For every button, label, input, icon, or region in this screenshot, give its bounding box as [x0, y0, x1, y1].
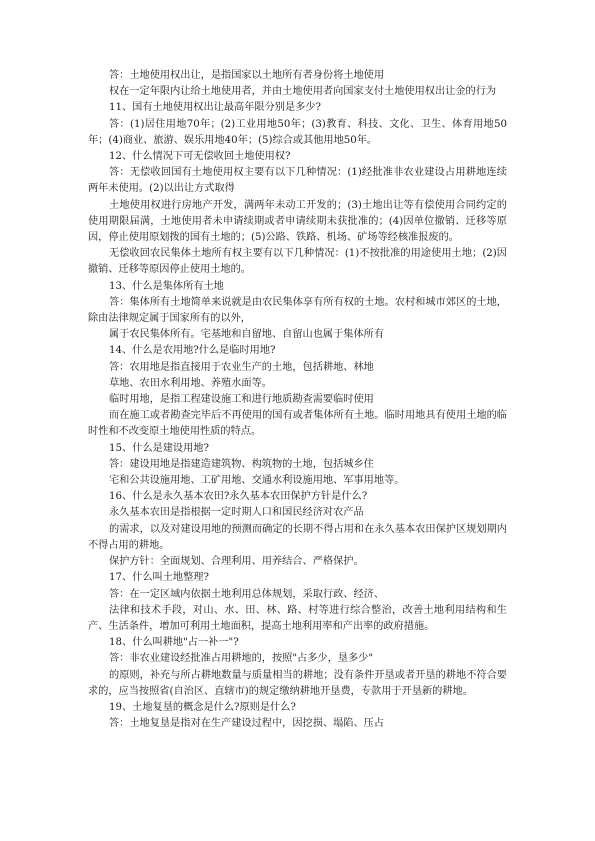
body-paragraph: 法律和技术手段，对山、水、田、林、路、村等进行综合整治，改善土地利用结构和生产、生活条件，增加可利用土地面积，提高土地利用率和产出率的政府措施。: [88, 604, 507, 632]
question-heading: 14、什么是农用地?什么是临时用地?: [109, 345, 276, 357]
body-paragraph: 临时用地，是指工程建设施工和进行地质勘查需要临时使用: [109, 394, 374, 406]
body-paragraph: 答：在一定区域内依据土地利用总体规划，采取行政、经济、: [109, 588, 385, 600]
body-paragraph: 草地、农田水利用地、养殖水面等。: [109, 377, 272, 389]
question-heading: 18、什么叫耕地"占一补一"?: [109, 637, 239, 649]
question-heading: 19、土地复垦的概念是什么?原则是什么?: [109, 701, 296, 713]
body-paragraph: 答：无偿收回国有土地使用权主要有以下几种情况：(1)经批准非农业建设占用耕地连续两年未使用。(2)以出让方式取得: [88, 167, 507, 195]
body-paragraph: 权在一定年限内让给土地使用者，并由土地使用者向国家支付土地使用权出让金的行为: [109, 86, 497, 98]
question-heading: 17、什么叫土地整理?: [109, 572, 209, 584]
body-paragraph: 属于农民集体所有。宅基地和自留地、自留山也属于集体所有: [109, 329, 385, 341]
body-paragraph: 的需求，以及对建设用地的预测而确定的长期不得占用和在永久基本农田保护区规划期内不得占用的耕地。: [88, 523, 507, 551]
body-paragraph: 答：土地复垦是指对在生产建设过程中，因挖损、塌陷、压占: [109, 718, 385, 730]
body-paragraph: 答：集体所有土地简单来说就是由农民集体享有所有权的土地。农村和城市郊区的土地，除由法律规定属于国家所有的以外，: [88, 296, 507, 325]
body-paragraph: 土地使用权进行房地产开发，满两年未动工开发的；(3)土地出让等有偿使用合同约定的使用期限届满，土地使用者未申请续期或者申请续期未获批准的；(4)因单位撤销、迁移等原因，停止使用原划拨的国有土地的；(5)公路、铁路、机场、矿场等经核准报废的。: [88, 199, 507, 244]
body-paragraph: 答：建设用地是指建造建筑物、构筑物的土地，包括城乡住: [109, 458, 374, 470]
question-heading: 13、什么是集体所有土地: [109, 280, 224, 292]
body-paragraph: 而在施工或者勘查完毕后不再使用的国有或者集体所有土地。临时用地具有使用土地的临时性和不改变原土地使用性质的特点。: [88, 410, 507, 438]
body-paragraph: 保护方针：全面规划、合理利用、用养结合、严格保护。: [109, 556, 364, 568]
body-paragraph: 答：非农业建设经批准占用耕地的，按照"占多少，垦多少": [109, 653, 374, 665]
body-paragraph: 宅和公共设施用地、工矿用地、交通水利设施用地、军事用地等。: [109, 475, 405, 487]
question-heading: 11、国有土地使用权出让最高年限分别是多少?: [109, 102, 321, 114]
question-heading: 16、什么是永久基本农田?永久基本农田保护方针是什么?: [109, 491, 368, 503]
body-paragraph: 答：农用地是指直接用于农业生产的土地，包括耕地、林地: [109, 361, 374, 373]
body-paragraph: 永久基本农田是指根据一定时期人口和国民经济对农产品: [109, 507, 364, 519]
body-paragraph: 无偿收回农民集体土地所有权主要有以下几种情况：(1)不按批准的用途使用土地；(2)因撤销、迁移等原因停止使用土地的。: [88, 248, 507, 276]
body-paragraph: 的原则，补充与所占耕地数量与质量相当的耕地；没有条件开垦或者开垦的耕地不符合要求的，应当按照省(自治区、直辖市)的规定缴纳耕地开垦费，专款用于开垦新的耕地。: [88, 669, 507, 697]
question-heading: 12、什么情况下可无偿收回土地使用权?: [109, 151, 291, 163]
question-heading: 15、什么是建设用地?: [109, 442, 209, 454]
body-paragraph: 答：(1)居住用地70年；(2)工业用地50年；(3)教育、科技、文化、卫生、体育用地50年；(4)商业、旅游、娱乐用地40年；(5)综合或其他用地50年。: [88, 118, 507, 146]
body-paragraph: 答：土地使用权出让，是指国家以土地所有者身份将土地使用: [109, 70, 385, 81]
